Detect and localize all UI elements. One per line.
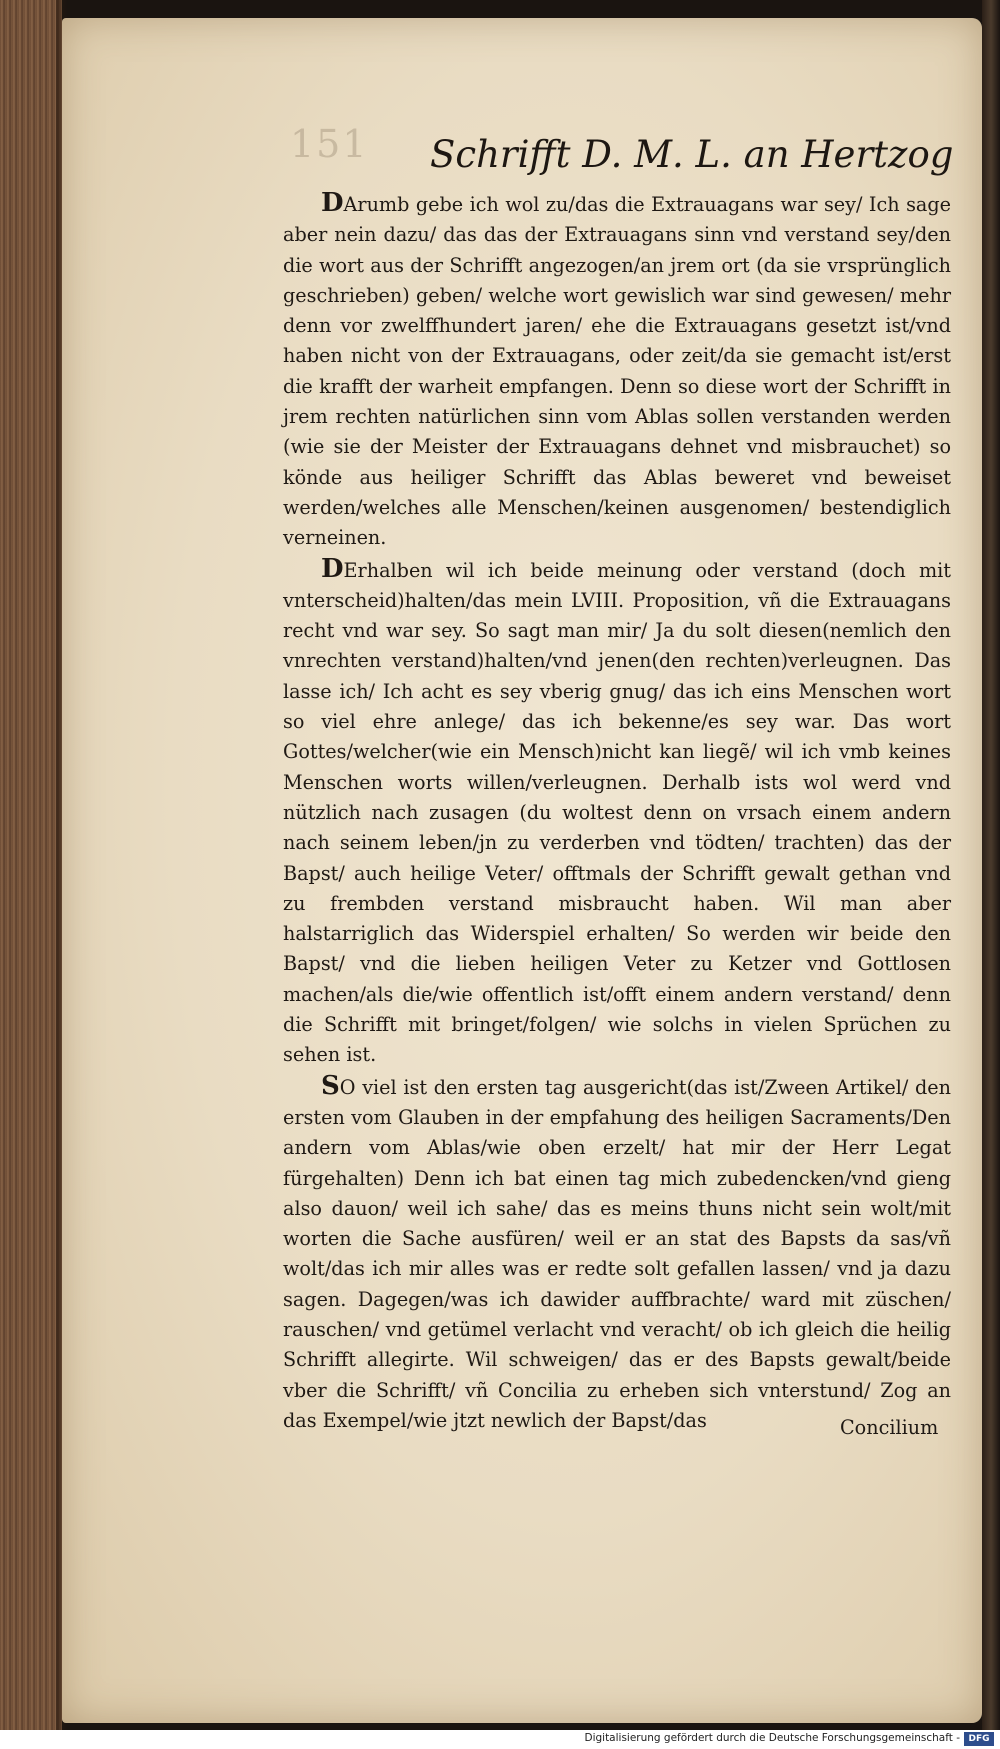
paragraph-text: O viel ist den ersten tag ausgericht(das ist/Zween Artikel/ den ersten vom Glauben in der empfahung des heiligen Sacraments/Den andern vom Ablas/wie oben erzelt/ hat mir der Herr Legat fürgehalten) Denn ich bat einen tag mich zubedencken/vnd gieng also dauon/ weil ich sahe/ das es meins thuns nicht sein wolt/mit worten die Sache ausfüren/ weil er an stat des Bapsts da sas/vñ wolt/das ich mir alles was er redte solt gefallen lassen/ vnd ja dazu sagen. Dagegen/was ich dawider auffbrachte/ ward mit züschen/ rauschen/ vnd getümel verlacht vnd veracht/ ob ich gleich die heilig Schrifft allegirte. Wil schweigen/ das er des Bapsts gewalt/beide vber die Schrifft/ vñ Concilia zu erheben sich vnterstund/ Zog an das Exempel/wie jtzt newlich der Bapst/das — [283, 1075, 951, 1432]
running-head: Schrifft D. M. L. an Hertzog — [430, 133, 954, 176]
footer-bar — [0, 1730, 1000, 1749]
initial-letter: D — [321, 188, 344, 218]
paragraph-1 — [283, 188, 951, 554]
paragraph-3 — [283, 1071, 951, 1437]
catchword: Concilium — [840, 1416, 939, 1439]
paragraph-text: Arumb gebe ich wol zu/das die Extrauagans war sey/ Ich sage aber nein dazu/ das das der Extrauagans sinn vnd verstand sey/den die wort aus der Schrifft angezogen/an jrem ort (da sie vrsprünglich geschrieben) geben/ welche wort gewislich war sind gewesen/ mehr denn vor zwelffhundert jaren/ ehe die Extrauagans gesetzt ist/vnd haben nicht von der Extrauagans, oder zeit/da sie gemacht ist/erst die krafft der warheit empfangen. Denn so diese wort der Schrifft in jrem rechten natürlichen sinn vom Ablas sollen verstanden werden (wie sie der Meister der Extrauagans dehnet vnd misbrauchet) so könde aus heiliger Schrifft das Ablas beweret vnd beweiset werden/welches alle Menschen/keinen ausgenomen/ bestendiglich verneinen. — [283, 193, 951, 550]
initial-letter: D — [321, 553, 344, 584]
footer-credit: Digitalisierung gefördert durch die Deutsche Forschungsgemeinschaft - — [584, 1732, 960, 1744]
dfg-logo: DFG — [964, 1732, 994, 1746]
initial-letter: S — [321, 1070, 340, 1101]
paragraph-2 — [283, 554, 951, 1071]
bleed-through-page-number: 151 — [290, 122, 369, 166]
page-stack-edge — [0, 0, 62, 1730]
paragraph-text: Erhalben wil ich beide meinung oder verstand (doch mit vnterscheid)halten/das mein LVIII. Proposition, vñ die Extrauagans recht vnd war sey. So sagt man mir/ Ja du solt diesen(nemlich den vnrechten verstand)halten/vnd jenen(den rechten)verleugnen. Das lasse ich/ Ich acht es sey vberig gnug/ das ich eins Menschen wort so viel ehre anlege/ das ich bekenne/es sey war. Das wort Gottes/welcher(wie ein Mensch)nicht kan liegẽ/ wil ich vmb keines Menschen worts willen/verleugnen. Derhalb ists wol werd vnd nützlich nach zusagen (du woltest denn on vrsach einem andern nach seinem leben/jn zu verderben vnd tödten/ trachten) das der Bapst/ auch heilige Veter/ offtmals der Schrifft gewalt gethan vnd zu frembden verstand misbraucht haben. Wil man aber halstarriglich das Widerspiel erhalten/ So werden wir beide den Bapst/ vnd die lieben heiligen Veter zu Ketzer vnd Gottlosen machen/als die/wie offentlich ist/offt einem andern verstand/ denn die Schrifft mit bringet/folgen/ wie solchs in vielen Sprüchen zu sehen ist. — [283, 558, 951, 1067]
body-text — [283, 188, 951, 1436]
right-page-edge — [982, 0, 1000, 1730]
